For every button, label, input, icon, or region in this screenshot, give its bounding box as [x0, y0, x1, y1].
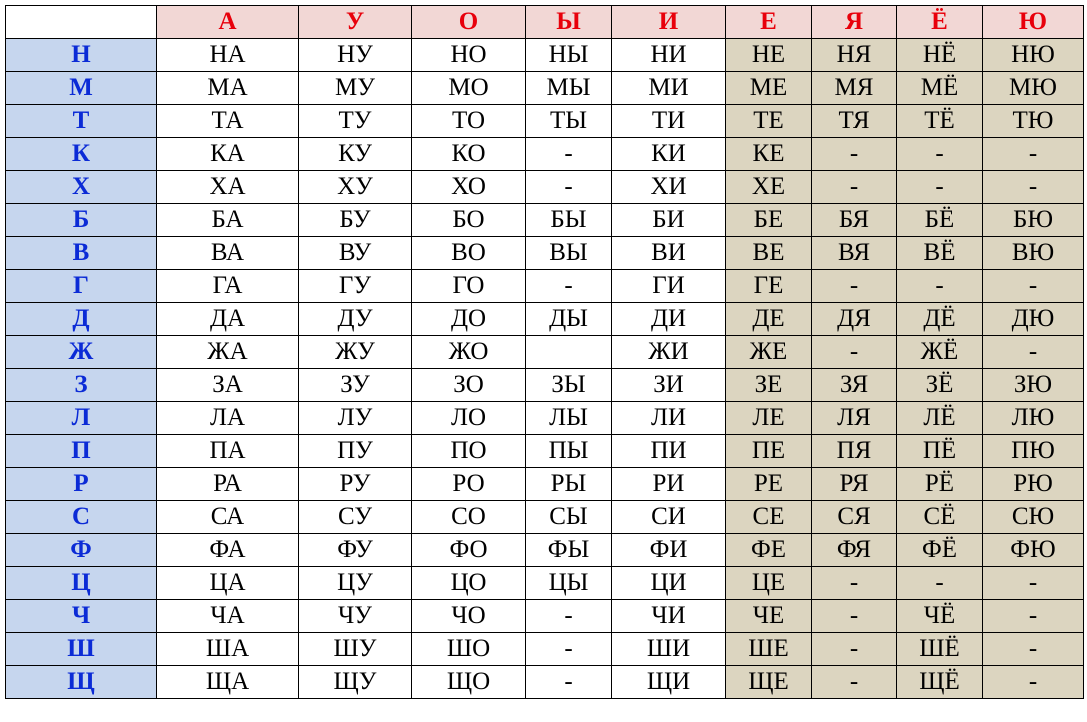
syllable-cell: ШО [412, 633, 526, 666]
syllable-cell: ЗУ [299, 369, 412, 402]
syllable-cell: КЕ [726, 138, 812, 171]
syllable-cell: ДО [412, 303, 526, 336]
syllable-cell: ХЕ [726, 171, 812, 204]
syllable-cell: ЦЫ [526, 567, 612, 600]
syllable-cell: ЧО [412, 600, 526, 633]
syllable-cell: ФИ [612, 534, 726, 567]
syllable-cell: - [983, 666, 1084, 699]
syllable-cell: ЖЁ [897, 336, 983, 369]
table-row [6, 237, 1084, 270]
syllable-cell: ХА [157, 171, 299, 204]
syllable-cell: ЗЯ [812, 369, 897, 402]
syllable-cell: ВА [157, 237, 299, 270]
syllable-cell: ПА [157, 435, 299, 468]
syllable-cell: НА [157, 39, 299, 72]
syllable-cell: БУ [299, 204, 412, 237]
syllable-cell: ЖУ [299, 336, 412, 369]
table-row [6, 171, 1084, 204]
consonant-header: В [6, 237, 157, 270]
syllable-cell: ШЕ [726, 633, 812, 666]
vowel-header: Е [726, 6, 812, 39]
syllable-cell: РЯ [812, 468, 897, 501]
table-row [6, 600, 1084, 633]
consonant-header: Т [6, 105, 157, 138]
syllable-cell: ЧА [157, 600, 299, 633]
syllable-cell: КО [412, 138, 526, 171]
syllable-cell: СИ [612, 501, 726, 534]
syllable-cell: НЁ [897, 39, 983, 72]
syllable-cell: ЛЮ [983, 402, 1084, 435]
consonant-header: Н [6, 39, 157, 72]
syllable-cell: - [897, 567, 983, 600]
syllable-cell: НО [412, 39, 526, 72]
syllable-cell: ТЮ [983, 105, 1084, 138]
syllable-cell: ФЮ [983, 534, 1084, 567]
syllable-cell: ПО [412, 435, 526, 468]
syllable-cell: - [897, 138, 983, 171]
syllable-cell: - [812, 567, 897, 600]
syllable-cell: ЗА [157, 369, 299, 402]
syllable-cell: МЫ [526, 72, 612, 105]
consonant-header: Р [6, 468, 157, 501]
syllable-cell: - [526, 171, 612, 204]
syllable-cell: ГЕ [726, 270, 812, 303]
syllable-cell: КУ [299, 138, 412, 171]
syllable-cell: ЧЕ [726, 600, 812, 633]
syllable-cell: ЖО [412, 336, 526, 369]
syllable-cell: СЫ [526, 501, 612, 534]
syllable-cell: - [812, 633, 897, 666]
consonant-header: Ш [6, 633, 157, 666]
syllable-cell: ТЁ [897, 105, 983, 138]
syllable-cell: ДЁ [897, 303, 983, 336]
syllable-cell: ЗЮ [983, 369, 1084, 402]
syllable-cell: БЮ [983, 204, 1084, 237]
syllable-cell: СЕ [726, 501, 812, 534]
syllable-cell: ВЁ [897, 237, 983, 270]
syllable-cell: ЧУ [299, 600, 412, 633]
syllable-cell: ЦИ [612, 567, 726, 600]
syllable-cell: ЗЁ [897, 369, 983, 402]
syllable-cell: РА [157, 468, 299, 501]
syllable-cell: - [526, 600, 612, 633]
syllable-cell: ПЯ [812, 435, 897, 468]
syllable-cell: РЁ [897, 468, 983, 501]
table-row [6, 303, 1084, 336]
consonant-header: Ж [6, 336, 157, 369]
syllable-cell: НЫ [526, 39, 612, 72]
syllable-cell: СЮ [983, 501, 1084, 534]
consonant-header: Ц [6, 567, 157, 600]
syllable-cell: ЛЯ [812, 402, 897, 435]
table-row [6, 468, 1084, 501]
syllable-cell: - [983, 171, 1084, 204]
syllable-cell: - [812, 666, 897, 699]
syllable-cell: МО [412, 72, 526, 105]
syllable-cell: БО [412, 204, 526, 237]
consonant-header: Д [6, 303, 157, 336]
syllable-cell: ТИ [612, 105, 726, 138]
syllable-cell: - [812, 270, 897, 303]
syllable-cell: - [983, 567, 1084, 600]
consonant-header: К [6, 138, 157, 171]
syllable-cell: ЦО [412, 567, 526, 600]
vowel-header: И [612, 6, 726, 39]
syllable-cell: ДЕ [726, 303, 812, 336]
syllable-cell: ВУ [299, 237, 412, 270]
syllable-cell: ПЁ [897, 435, 983, 468]
syllable-cell: ЩА [157, 666, 299, 699]
syllable-cell: - [526, 666, 612, 699]
table-row [6, 534, 1084, 567]
syllable-cell: ЦА [157, 567, 299, 600]
syllable-cell: ХУ [299, 171, 412, 204]
syllable-cell: РУ [299, 468, 412, 501]
syllable-cell: ЗЫ [526, 369, 612, 402]
consonant-header: З [6, 369, 157, 402]
consonant-header: Ф [6, 534, 157, 567]
vowel-header: У [299, 6, 412, 39]
syllable-cell: - [983, 633, 1084, 666]
vowel-header: Ю [983, 6, 1084, 39]
table-row [6, 336, 1084, 369]
syllable-cell: ФА [157, 534, 299, 567]
syllable-cell: ЛЕ [726, 402, 812, 435]
syllable-cell: - [983, 270, 1084, 303]
syllable-cell: МЕ [726, 72, 812, 105]
syllable-cell: ГИ [612, 270, 726, 303]
syllable-cell: КИ [612, 138, 726, 171]
syllable-cell: ВИ [612, 237, 726, 270]
syllable-cell: НЮ [983, 39, 1084, 72]
table-row [6, 39, 1084, 72]
syllable-cell: ША [157, 633, 299, 666]
syllable-cell: ФО [412, 534, 526, 567]
syllable-cell: ВО [412, 237, 526, 270]
syllable-cell: БЁ [897, 204, 983, 237]
table-row [6, 270, 1084, 303]
syllable-cell: ВЮ [983, 237, 1084, 270]
syllable-cell: - [812, 171, 897, 204]
syllable-cell: ВЕ [726, 237, 812, 270]
syllable-cell: ВЫ [526, 237, 612, 270]
syllable-cell: ТА [157, 105, 299, 138]
table-row [6, 369, 1084, 402]
syllable-cell: ЛЁ [897, 402, 983, 435]
table-row [6, 567, 1084, 600]
syllable-cell: ТЯ [812, 105, 897, 138]
syllable-cell: БЯ [812, 204, 897, 237]
syllable-cell: МИ [612, 72, 726, 105]
syllable-cell: - [897, 171, 983, 204]
syllable-cell: СУ [299, 501, 412, 534]
syllable-cell: ТЕ [726, 105, 812, 138]
syllable-cell: ЗО [412, 369, 526, 402]
syllable-cell: ЩЕ [726, 666, 812, 699]
syllable-cell: РИ [612, 468, 726, 501]
syllable-cell: ЧЁ [897, 600, 983, 633]
vowel-header: А [157, 6, 299, 39]
syllable-cell: ПЕ [726, 435, 812, 468]
syllable-cell: ФЯ [812, 534, 897, 567]
syllable-cell: ШИ [612, 633, 726, 666]
syllable-cell: - [983, 600, 1084, 633]
syllable-cell: БЫ [526, 204, 612, 237]
table-row [6, 105, 1084, 138]
consonant-header: Б [6, 204, 157, 237]
syllable-cell: ГУ [299, 270, 412, 303]
syllable-cell: БА [157, 204, 299, 237]
syllable-cell: ЧИ [612, 600, 726, 633]
syllable-cell: РЮ [983, 468, 1084, 501]
vowel-header: Я [812, 6, 897, 39]
table-row [6, 72, 1084, 105]
syllable-cell: - [983, 336, 1084, 369]
consonant-header: Щ [6, 666, 157, 699]
syllable-cell: НЕ [726, 39, 812, 72]
syllable-cell [526, 336, 612, 369]
table-row [6, 633, 1084, 666]
syllable-cell: ДИ [612, 303, 726, 336]
syllable-cell: - [526, 633, 612, 666]
syllable-cell: ПУ [299, 435, 412, 468]
syllable-cell: - [812, 138, 897, 171]
syllable-cell: ПИ [612, 435, 726, 468]
syllable-cell: ФЁ [897, 534, 983, 567]
syllable-cell: ДУ [299, 303, 412, 336]
syllable-cell: ФЕ [726, 534, 812, 567]
corner-cell [6, 6, 157, 39]
syllable-cell: ЛО [412, 402, 526, 435]
syllable-cell: ЖЕ [726, 336, 812, 369]
vowel-header: Ы [526, 6, 612, 39]
table-row [6, 402, 1084, 435]
syllable-cell: - [812, 336, 897, 369]
consonant-header: Х [6, 171, 157, 204]
syllable-table [5, 5, 1084, 699]
syllable-cell: - [526, 270, 612, 303]
syllable-cell: НИ [612, 39, 726, 72]
consonant-header: Г [6, 270, 157, 303]
syllable-cell: ЖА [157, 336, 299, 369]
syllable-cell: ТО [412, 105, 526, 138]
syllable-cell: - [983, 138, 1084, 171]
syllable-cell: ГО [412, 270, 526, 303]
syllable-cell: ДЮ [983, 303, 1084, 336]
table-row [6, 501, 1084, 534]
syllable-cell: СЁ [897, 501, 983, 534]
syllable-cell: - [526, 138, 612, 171]
table-row [6, 666, 1084, 699]
syllable-cell: РЫ [526, 468, 612, 501]
syllable-cell: БИ [612, 204, 726, 237]
syllable-cell: ДА [157, 303, 299, 336]
consonant-header: С [6, 501, 157, 534]
syllable-cell: ЦУ [299, 567, 412, 600]
syllable-cell: ПЫ [526, 435, 612, 468]
syllable-cell: - [812, 600, 897, 633]
syllable-cell: ЩЁ [897, 666, 983, 699]
syllable-cell: ФУ [299, 534, 412, 567]
syllable-cell: ХО [412, 171, 526, 204]
syllable-cell: - [897, 270, 983, 303]
syllable-cell: ЛИ [612, 402, 726, 435]
syllable-cell: ЦЕ [726, 567, 812, 600]
syllable-cell: ГА [157, 270, 299, 303]
table-row [6, 435, 1084, 468]
syllable-cell: ЩИ [612, 666, 726, 699]
vowel-header: Ё [897, 6, 983, 39]
syllable-cell: ШЁ [897, 633, 983, 666]
syllable-cell: МЮ [983, 72, 1084, 105]
syllable-cell: ШУ [299, 633, 412, 666]
syllable-cell: СЯ [812, 501, 897, 534]
syllable-cell: ЩО [412, 666, 526, 699]
syllable-cell: НЯ [812, 39, 897, 72]
syllable-cell: ТЫ [526, 105, 612, 138]
syllable-cell: КА [157, 138, 299, 171]
syllable-cell: ДЯ [812, 303, 897, 336]
syllable-cell: ФЫ [526, 534, 612, 567]
syllable-cell: ЛА [157, 402, 299, 435]
consonant-header: Л [6, 402, 157, 435]
syllable-cell: ВЯ [812, 237, 897, 270]
syllable-cell: МЁ [897, 72, 983, 105]
syllable-cell: ЛУ [299, 402, 412, 435]
syllable-cell: ТУ [299, 105, 412, 138]
vowel-header-row [6, 6, 1084, 39]
consonant-header: Ч [6, 600, 157, 633]
syllable-cell: МУ [299, 72, 412, 105]
syllable-cell: СО [412, 501, 526, 534]
vowel-header: О [412, 6, 526, 39]
syllable-cell: РО [412, 468, 526, 501]
table-row [6, 138, 1084, 171]
syllable-cell: ЛЫ [526, 402, 612, 435]
syllable-cell: МА [157, 72, 299, 105]
syllable-cell: ЖИ [612, 336, 726, 369]
syllable-rows [6, 39, 1084, 699]
consonant-header: П [6, 435, 157, 468]
syllable-cell: ПЮ [983, 435, 1084, 468]
syllable-cell: НУ [299, 39, 412, 72]
syllable-cell: ЗЕ [726, 369, 812, 402]
syllable-cell: ХИ [612, 171, 726, 204]
syllable-cell: БЕ [726, 204, 812, 237]
syllable-cell: ДЫ [526, 303, 612, 336]
syllable-cell: ЗИ [612, 369, 726, 402]
syllable-cell: ЩУ [299, 666, 412, 699]
table-row [6, 204, 1084, 237]
syllable-cell: МЯ [812, 72, 897, 105]
consonant-header: М [6, 72, 157, 105]
syllable-cell: СА [157, 501, 299, 534]
syllable-cell: РЕ [726, 468, 812, 501]
